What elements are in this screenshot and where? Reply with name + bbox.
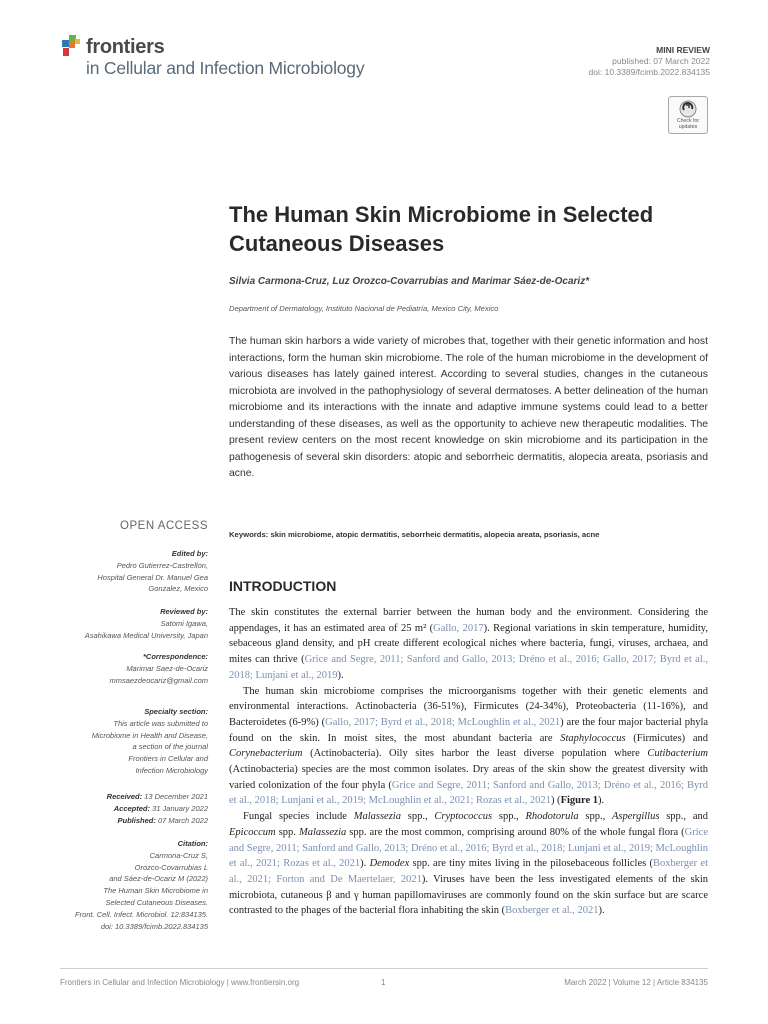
citation-link[interactable]: Boxberger et al., 2021; Forton and De Maertelaer, 2021 — [229, 858, 708, 885]
taxon-name: Aspergillus — [611, 811, 660, 823]
citation-link[interactable]: Gallo, 2017; Byrd et al., 2018; McLoughlin et al., 2021 — [325, 716, 561, 728]
doi-link[interactable]: doi: 10.3389/fcimb.2022.834135 — [588, 67, 710, 77]
affiliation: Department of Dermatology, Instituto Nacional de Pediatría, Mexico City, Mexico — [229, 304, 499, 313]
taxon-name: Epicoccum — [229, 826, 276, 838]
correspondence-label: *Correspondence: — [142, 652, 208, 661]
taxon-name: Rhodotorula — [525, 811, 579, 823]
keywords-label: Keywords: — [229, 530, 269, 539]
taxon-name: Malassezia — [353, 811, 401, 823]
citation-section — [18, 838, 208, 932]
figure-link[interactable]: Figure 1 — [560, 795, 598, 807]
text-run: The human skin microbiome comprises the microorganisms together with their genetic elements and environmental interactions. Actinobacteria (36-51%), Firmicutes (24-34%), Proteobacteria (11-16%), and Bacteroidetes (6-9%) ( — [229, 685, 708, 728]
citation-line: Selected Cutaneous Diseases. — [105, 897, 208, 907]
citation-line: The Human Skin Microbiome in — [103, 886, 208, 896]
taxon-name: Demodex — [369, 858, 410, 870]
text-run: (Actinobacteria) species are the most common isolates. Dry areas of the skin show the greatest diversity with varied colonization of the four phyla ( — [229, 764, 708, 791]
open-access-label: OPEN ACCESS — [120, 520, 208, 532]
specialty-line: Infection Microbiology — [135, 765, 208, 775]
text-run: spp. — [275, 826, 299, 838]
article-type: MINI REVIEW — [656, 45, 710, 55]
keywords — [229, 530, 709, 539]
edited-by-section — [18, 548, 208, 595]
taxon-name: Cutibacterium — [647, 748, 708, 760]
check-for-updates-button[interactable] — [668, 96, 708, 134]
text-run: ). — [360, 858, 370, 870]
citation-doi[interactable]: doi: 10.3389/fcimb.2022.834135 — [100, 921, 208, 931]
keywords-list: skin microbiome, atopic dermatitis, seborrheic dermatitis, alopecia areata, psoriasis, acne — [270, 530, 600, 539]
dates-section — [18, 791, 208, 826]
reviewer-name: Satomi Igawa, — [160, 618, 208, 628]
text-run: spp. are the most common, comprising around 80% of the whole fungal flora ( — [346, 826, 685, 838]
paragraph — [229, 809, 708, 919]
taxon-name: Cryptococcus — [434, 811, 493, 823]
specialty-section — [18, 706, 208, 777]
reviewer-affiliation: Asahikawa Medical University, Japan — [84, 630, 208, 640]
correspondence-email[interactable]: mmsaezdeocariz@gmail.com — [109, 675, 208, 685]
taxon-name: Corynebacterium — [229, 748, 303, 760]
citation-line: Orozco-Covarrubias L — [134, 862, 208, 872]
text-run: spp., — [492, 811, 526, 823]
text-run: spp., — [400, 811, 435, 823]
text-run: spp., and — [659, 811, 708, 823]
specialty-line: Frontiers in Cellular and — [128, 754, 208, 764]
citation-link[interactable]: Grice and Segre, 2011; Sanford and Gallo, 2013; Dréno et al., 2016; Byrd et al., 2018; Lunjani et al., 2019; McLoughlin et al., 2021; Rozas et al., 2021 — [229, 779, 709, 807]
section-heading-introduction: INTRODUCTION — [229, 578, 337, 594]
text-run: ). Viruses have been the less investigated elements of the skin microbiota, cutaneous β and γ human papillomaviruses are commonly found on the skin surface but are scarce contrasted to the phages of the bacterial flora inhabiting the skin ( — [229, 873, 709, 917]
journal-name[interactable]: in Cellular and Infection Microbiology — [86, 58, 365, 78]
brand-name[interactable]: frontiers — [86, 36, 165, 58]
editor-affiliation-2: Gonzalez, Mexico — [148, 584, 208, 594]
specialty-line: a section of the journal — [132, 742, 208, 752]
author-list[interactable]: Silvia Carmona-Cruz, Luz Orozco-Covarrubias and Marimar Sáez-de-Ocariz* — [229, 276, 590, 287]
accepted-date: 31 January 2022 — [152, 803, 208, 813]
check-updates-label-2: updates — [678, 123, 698, 130]
text-run: ). — [337, 669, 344, 681]
edited-by-label: Edited by: — [171, 549, 208, 558]
check-updates-label-1: Check for — [676, 118, 700, 124]
citation-line: Front. Cell. Infect. Microbiol. 12:834135. — [75, 909, 208, 919]
specialty-line: This article was submitted to — [113, 718, 208, 728]
correspondence-name: Marimar Saez-de-Ocariz — [126, 663, 208, 673]
page-number: 1 — [381, 978, 386, 987]
accepted-label: Accepted: — [113, 803, 151, 813]
taxon-name: Staphylococcus — [560, 732, 626, 744]
editor-affiliation-1: Hospital General Dr. Manuel Gea — [97, 572, 208, 582]
taxon-name: Malassezia — [298, 826, 347, 838]
footer-journal-link[interactable]: Frontiers in Cellular and Infection Microbiology | www.frontiersin.org — [60, 978, 300, 987]
citation-line: and Sáez-de-Ocariz M (2022) — [109, 874, 208, 884]
received-date: 13 December 2021 — [144, 792, 208, 801]
editor-name: Pedro Gutierrez-Castrellon, — [116, 560, 208, 570]
text-run: The skin constitutes the external barrier between the human body and the environment. Considering the appendages, it has an estimated area of 25 m² ( — [229, 607, 708, 634]
reviewed-by-label: Reviewed by: — [160, 607, 208, 616]
text-run: (Firmicutes) and — [625, 732, 708, 744]
footer-issue-info: March 2022 | Volume 12 | Article 834135 — [564, 978, 708, 987]
published-date: published: 07 March 2022 — [612, 56, 710, 66]
paragraph — [229, 684, 708, 810]
text-run: spp. are tiny mites living in the pilosebaceous follicles ( — [409, 858, 653, 870]
text-run: ). Regional variations in skin temperature, humidity, sebaceous gland density, and pH create different ecological niches where bacteria, fungi, viruses, archaea, and mites can thrive ( — [229, 622, 709, 666]
text-run: spp., — [578, 811, 612, 823]
reviewed-by-section — [18, 606, 208, 641]
specialty-line: Microbiome in Health and Disease, — [91, 730, 208, 740]
received-label: Received: — [106, 792, 143, 801]
citation-link[interactable]: Grice and Segre, 2011; Sanford and Gallo, 2013; Dréno et al., 2016; Gallo, 2017; Byrd et al., 2018; Lunjani et al., 2019 — [229, 654, 708, 681]
published-label: Published: — [117, 815, 156, 825]
text-run: ) ( — [550, 795, 561, 807]
citation-label: Citation: — [177, 839, 208, 848]
published-date-sidebar: 07 March 2022 — [157, 815, 208, 825]
paragraph — [229, 605, 708, 684]
correspondence-section — [18, 651, 208, 686]
text-run: ). — [598, 905, 605, 917]
body-text — [229, 605, 708, 919]
text-run: Fungal species include — [243, 811, 354, 823]
text-run: ). — [598, 795, 605, 807]
citation-link[interactable]: Gallo, 2017 — [433, 622, 484, 634]
citation-link[interactable]: Grice and Segre, 2011; Sanford and Gallo, 2013; Dréno et al., 2016; Byrd et al., 2018; Lunjani et al., 2019; McLoughlin et al., 2021; Rozas et al., 2021 — [229, 826, 708, 870]
citation-line: Carmona-Cruz S, — [149, 850, 208, 860]
citation-link[interactable]: Boxberger et al., 2021 — [505, 905, 599, 917]
text-run: ) are the four major bacterial phyla found on the skin. In moist sites, the most abundant bacteria are — [229, 716, 709, 744]
text-run: (Actinobacteria). Oily sites harbor the least diverse population where — [302, 748, 648, 760]
footer-divider — [60, 968, 708, 969]
article-title: The Human Skin Microbiome in Selected Cutaneous Diseases — [229, 202, 654, 256]
check-updates-icon — [679, 100, 697, 118]
frontiers-logo-icon — [60, 34, 84, 58]
specialty-label: Specialty section: — [144, 707, 208, 716]
abstract: The human skin harbors a wide variety of microbes that, together with their genetic information and host interactions, form the human skin microbiome. The role of the human microbiome in the development of various diseases has lately gained interest. According to several studies, changes in the cutaneous microbiota are involved in the pathophysiology of several dermatoses. A better delineation of the human microbiome and its interactions with the innate and adaptive immune systems could lead to a better understanding of these diseases, as well as the opportunity to achieve new therapeutic modalities. The present review centers on the most recent knowledge on skin microbiome and its participation in the pathogenesis of several skin disorders: atopic and seborrheic dermatitis, alopecia areata, psoriasis and acne. — [229, 336, 708, 479]
